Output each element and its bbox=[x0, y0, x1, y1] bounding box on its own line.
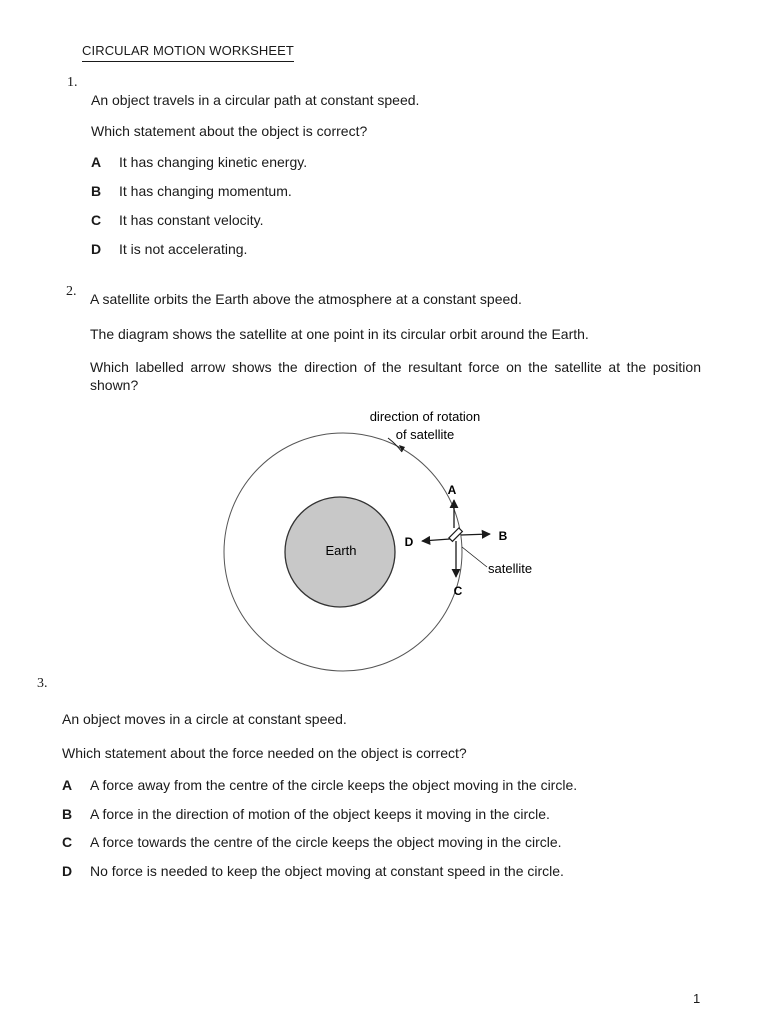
question-1-prompt: Which statement about the object is correct? bbox=[91, 123, 368, 139]
question-2-number: 2. bbox=[66, 284, 77, 299]
option-letter: B bbox=[91, 183, 102, 199]
option-letter: A bbox=[62, 777, 73, 793]
option-text: A force away from the centre of the circle keeps the object moving in the circle. bbox=[90, 777, 578, 793]
option-text: It is not accelerating. bbox=[119, 241, 248, 257]
question-3-option-c bbox=[62, 834, 562, 850]
rotation-arrow-head bbox=[399, 445, 405, 452]
arrow-b bbox=[461, 534, 490, 535]
option-text: A force in the direction of motion of the object keeps it moving in the circle. bbox=[90, 806, 550, 822]
arrow-b-label: B bbox=[498, 529, 508, 543]
option-text: It has changing kinetic energy. bbox=[119, 154, 308, 170]
question-3-option-d bbox=[62, 863, 564, 879]
question-3-option-b bbox=[62, 806, 550, 822]
option-letter: A bbox=[91, 154, 102, 170]
question-2-prompt: Which labelled arrow shows the direction of the resultant force on the satellite at the position shown? bbox=[90, 359, 701, 393]
question-3-stem: An object moves in a circle at constant speed. bbox=[62, 711, 347, 727]
option-letter: C bbox=[91, 212, 102, 228]
option-text: No force is needed to keep the object moving at constant speed in the circle. bbox=[90, 863, 564, 879]
rotation-label-line1: direction of rotation bbox=[369, 409, 481, 424]
question-1-stem: An object travels in a circular path at constant speed. bbox=[91, 92, 420, 108]
option-text: It has changing momentum. bbox=[119, 183, 292, 199]
option-text: A force towards the centre of the circle keeps the object moving in the circle. bbox=[90, 834, 562, 850]
option-letter: D bbox=[91, 241, 102, 257]
question-3-option-a bbox=[62, 777, 577, 793]
arrow-d-label: D bbox=[404, 535, 414, 549]
arrow-c-label: C bbox=[453, 584, 463, 598]
question-2-stem: A satellite orbits the Earth above the atmosphere at a constant speed. bbox=[90, 291, 522, 307]
arrow-d bbox=[422, 539, 450, 541]
satellite-leader-line bbox=[462, 547, 487, 567]
question-2-diagram-intro: The diagram shows the satellite at one point in its circular orbit around the Earth. bbox=[90, 326, 589, 342]
earth-label: Earth bbox=[325, 543, 357, 558]
option-text: It has constant velocity. bbox=[119, 212, 264, 228]
option-letter: D bbox=[62, 863, 73, 879]
rotation-label-line2: of satellite bbox=[395, 427, 455, 442]
option-letter: C bbox=[62, 834, 73, 850]
satellite-label: satellite bbox=[488, 561, 533, 576]
worksheet-title: CIRCULAR MOTION WORKSHEET bbox=[82, 43, 294, 62]
option-letter: B bbox=[62, 806, 73, 822]
question-1-number: 1. bbox=[67, 75, 78, 90]
question-3-prompt: Which statement about the force needed on the object is correct? bbox=[62, 745, 467, 761]
page-number: 1 bbox=[693, 991, 701, 1006]
arrow-a-label: A bbox=[447, 483, 457, 497]
question-3-number: 3. bbox=[37, 676, 48, 691]
